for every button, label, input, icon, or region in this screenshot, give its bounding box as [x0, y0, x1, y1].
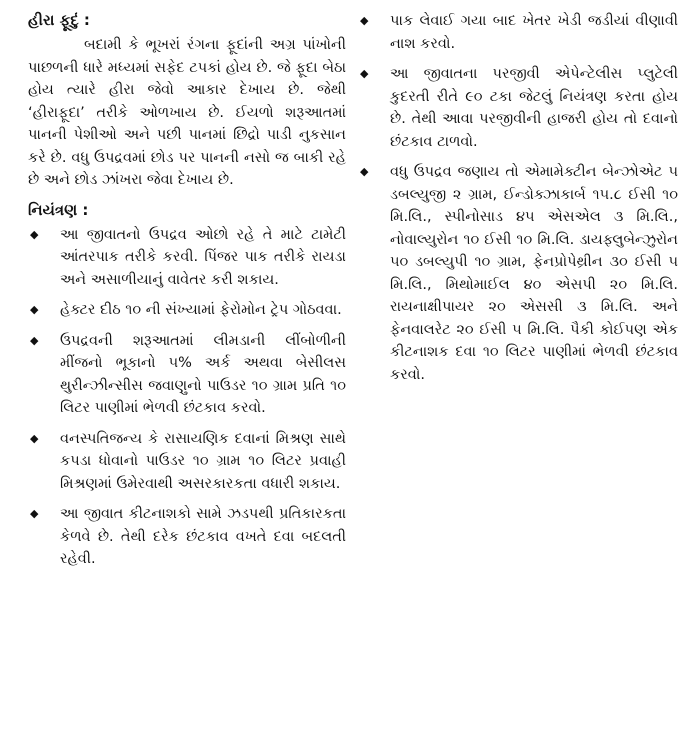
control-heading: નિયંત્રણ : [28, 200, 89, 219]
list-item [358, 161, 678, 386]
list-item-text: હેક્ટર દીઠ ૧૦ ની સંખ્યામાં ફેરોમોન ટ્રેપ ગોઠવવા. [60, 302, 342, 318]
diamond-icon: ◆ [30, 507, 39, 520]
list-item-text: આ જીવાતનો ઉપદ્રવ ઓછો રહે તે માટે ટામેટી આંતરપાક તરીકે કરવી. પિંજર પાક તરીકે રાયડા અને અસાળીયાનું વાવેતર કરી શકાય. [60, 226, 346, 288]
list-item [28, 330, 346, 420]
diamond-icon: ◆ [360, 165, 369, 178]
list-item-text: આ જીવાત કીટનાશકો સામે ઝડપથી પ્રતિકારકતા કેળવે છે. તેથી દરેક છંટકાવ વખતે દવા બદલતી રહેવી. [60, 506, 346, 567]
list-item [358, 63, 678, 153]
control-list-right [358, 10, 678, 386]
list-item [28, 503, 346, 571]
diamond-icon: ◆ [30, 333, 39, 347]
diamond-icon: ◆ [360, 67, 369, 80]
list-item-text: ઉપદ્રવની શરૂઆતમાં લીમડાની લીંબોળીની મીંજનો ભૂકાનો ૫% અર્ક અથવા બેસીલસ થુરીન્ઝીન્સીસ જવાણુનો પાઉડર ૧૦ ગ્રામ પ્રતિ ૧૦ લિટર પાણીમાં ભેળવી છંટકાવ કરવો. [60, 332, 346, 416]
list-item [28, 299, 346, 322]
right-column [358, 10, 678, 394]
list-item-text: વધુ ઉપદ્રવ જણાય તો એમામેક્ટીન બેન્ઝોએટ ૫ ડબલ્યુજી ૨ ગ્રામ, ઈન્ડોક્ઝાકાર્બ ૧૫.૮ ઈસી ૧૦ મિ.લિ., સ્પીનોસાડ ૪૫ એસએલ ૩ મિ.લિ., નોવાલ્યુરોન ૧૦ ઈસી ૧૦ મિ.લિ. ડાયફ્લુબેન્ઝુરોન ૫૦ ડબલ્યુપી ૧૦ ગ્રામ, ફેનપ્રોપેથ્રીન ૩૦ ઈસી ૫ મિ.લિ., મિથોમાઈલ ૪૦ એસપી ૨૦ મિ.લિ. રાયનાક્ષીપાયર ૨૦ એસસી ૩ મિ.લિ. અને ફેનવાલરેટ ૨૦ ઈસી ૫ મિ.લિ. પૈકી કોઈપણ એક કીટનાશક દવા ૧૦ લિટર પાણીમાં ભેળવી છંટકાવ કરવો. [390, 164, 678, 383]
list-item [28, 428, 346, 496]
description-paragraph: બદામી કે ભૂખરાં રંગના ફૂદાંની અગ્ર પાંખોની પાછળની ધારે મધ્યમાં સફેદ ટપકાં હોય છે. જે ફૂદા બેઠા હોય ત્યારે હીરા જેવો આકાર દેખાય છે. જેથી ‘હીરાફૂદા’ તરીકે ઓળખાય છે. ઈયળો શરૂઆતમાં પાનની પેશીઓ અને પછી પાનમાં છિદ્રો પાડી નુકસાન કરે છે. વધુ ઉપદ્રવમાં છોડ પર પાનની નસો જ બાકી રહે છે અને છોડ ઝાંખરા જેવા દેખાય છે. [28, 37, 346, 188]
diamond-icon: ◆ [30, 303, 39, 316]
list-item [358, 10, 678, 55]
section-heading: હીરા ફૂદું : [28, 11, 90, 29]
left-column [28, 10, 346, 579]
list-item-text: આ જીવાતના પરજીવી એપેન્ટેલીસ પ્લુટેલી કુદરતી રીતે ૯૦ ટકા જેટલું નિયંત્રણ કરતા હોય છે. તેથી આવા પરજીવીની હાજરી હોય તો દવાનો છંટકાવ ટાળવો. [390, 66, 678, 150]
diamond-icon: ◆ [360, 14, 369, 27]
list-item [28, 224, 346, 292]
control-list-left [28, 224, 346, 571]
diamond-icon: ◆ [30, 431, 39, 445]
list-item-text: વનસ્પતિજન્ય કે રાસાયણિક દવાનાં મિશ્રણ સાથે કપડા ધોવાનો પાઉડર ૧૦ ગ્રામ ૧૦ લિટર પ્રવાહી મિશ્રણમાં ઉમેરવાથી અસરકારકતા વધારી શકાય. [60, 430, 346, 492]
diamond-icon: ◆ [30, 227, 39, 241]
list-item-text: પાક લેવાઈ ગયા બાદ ખેતર ખેડી જડીયાં વીણાવી નાશ કરવો. [390, 13, 678, 52]
